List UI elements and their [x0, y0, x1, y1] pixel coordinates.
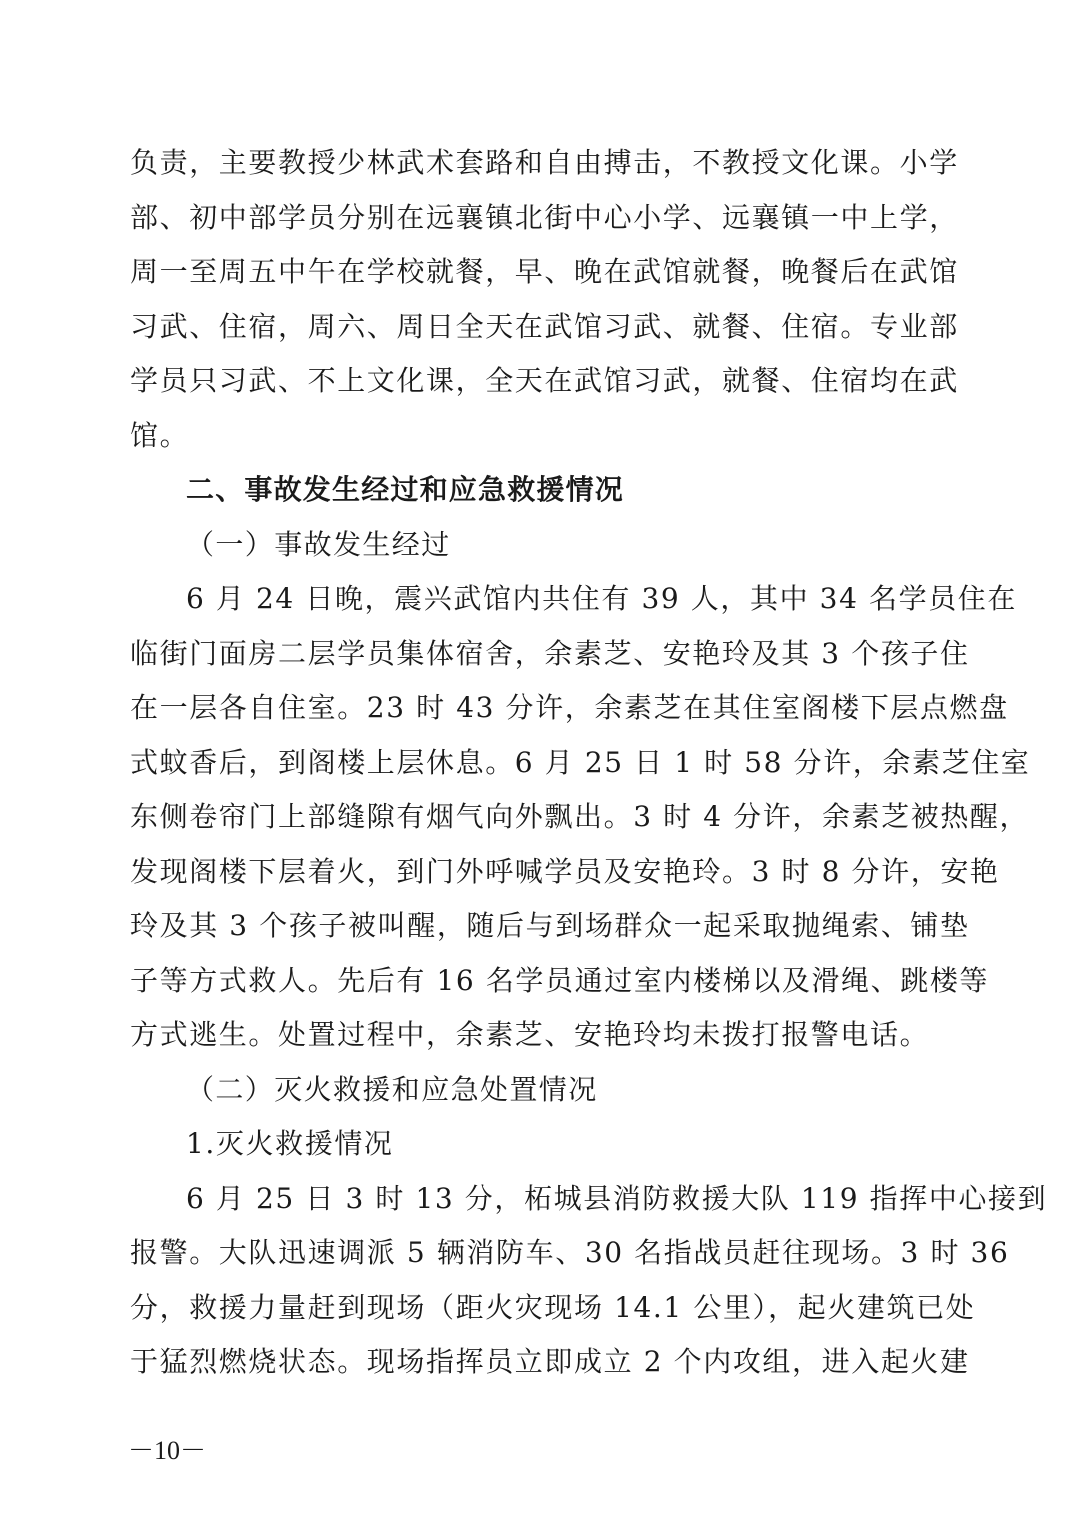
paragraph-line: 分，救援力量赶到现场（距火灾现场 14.1 公里），起火建筑已处: [130, 1290, 976, 1324]
paragraph-line: 子等方式救人。先后有 16 名学员通过室内楼梯以及滑绳、跳楼等: [130, 963, 990, 997]
paragraph-line: 报警。大队迅速调派 5 辆消防车、30 名指战员赶往现场。3 时 36: [130, 1236, 1010, 1269]
paragraph-line: 负责，主要教授少林武术套路和自由搏击，不教授文化课。小学: [130, 146, 959, 179]
paragraph-line: 方式逃生。处置过程中，余素芝、安艳玲均未拨打报警电话。: [130, 1018, 930, 1051]
paragraph-line: 式蚊香后，到阁楼上层休息。6 月 25 日 1 时 58 分许，余素芝住室: [130, 745, 1031, 779]
paragraph-line: 学员只习武、不上文化课，全天在武馆习武，就餐、住宿均在武: [130, 364, 959, 397]
paragraph-line: 玲及其 3 个孩子被叫醒，随后与到场群众一起采取抛绳索、铺垫: [130, 909, 970, 942]
paragraph-line: 在一层各自住室。23 时 43 分许，余素芝在其住室阁楼下层点燃盘: [130, 691, 1009, 724]
subsection-heading: （二）灭火救援和应急处置情况: [186, 1072, 598, 1106]
page-number: －10－: [128, 1436, 207, 1465]
paragraph-line: 6 月 25 日 3 时 13 分，柘城县消防救援大队 119 指挥中心接到: [186, 1181, 1048, 1215]
sub-subsection-heading: 1.灭火救援情况: [186, 1127, 394, 1160]
subsection-heading: （一）事故发生经过: [186, 527, 451, 561]
document-body: [130, 136, 1048, 1390]
paragraph-line: 习武、住宿，周六、周日全天在武馆习武、就餐、住宿。专业部: [130, 309, 959, 343]
paragraph-line: 发现阁楼下层着火，到门外呼喊学员及安艳玲。3 时 8 分许，安艳: [130, 854, 1000, 888]
paragraph-line: 部、初中部学员分别在远襄镇北街中心小学、远襄镇一中上学，: [130, 200, 959, 234]
paragraph-line: 于猛烈燃烧状态。现场指挥员立即成立 2 个内攻组，进入起火建: [130, 1345, 970, 1378]
paragraph-line: 周一至周五中午在学校就餐，早、晚在武馆就餐，晚餐后在武馆: [130, 255, 959, 288]
paragraph-line: 馆。: [130, 418, 190, 452]
paragraph-line: 6 月 24 日晚，震兴武馆内共住有 39 人，其中 34 名学员住在: [186, 582, 1018, 615]
paragraph-line: 东侧卷帘门上部缝隙有烟气向外飘出。3 时 4 分许，余素芝被热醒，: [130, 800, 1030, 833]
section-heading: 二、事故发生经过和应急救援情况: [186, 473, 625, 506]
paragraph-line: 临街门面房二层学员集体宿舍，余素芝、安艳玲及其 3 个孩子住: [130, 636, 970, 670]
